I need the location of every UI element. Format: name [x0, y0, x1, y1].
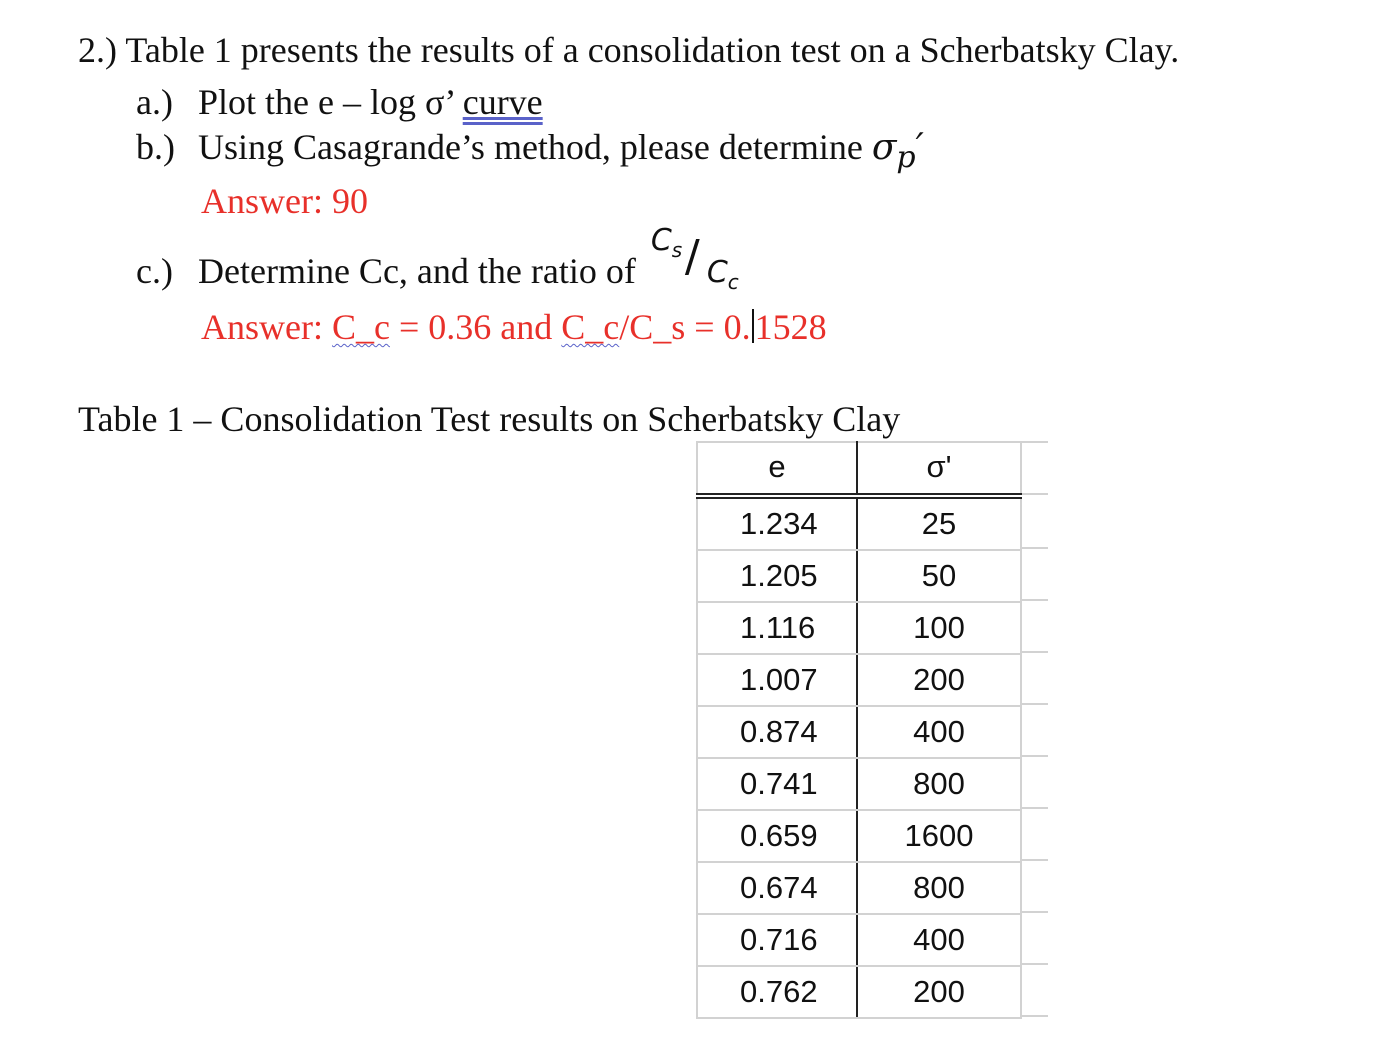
table-row — [696, 707, 1022, 759]
header-e: e — [696, 441, 858, 493]
part-b-answer: Answer: 90 — [201, 181, 368, 221]
table-row — [696, 551, 1022, 603]
table-rule-ext — [1022, 755, 1048, 757]
part-a — [136, 82, 543, 122]
question-number: 2.) — [78, 30, 117, 70]
cell-sigma: 25 — [858, 499, 1022, 549]
table-rule-ext — [1022, 963, 1048, 965]
part-b-text: Using Casagrande’s method, please determine — [198, 127, 872, 167]
cell-sigma: 800 — [858, 863, 1022, 913]
table-rule-ext — [1022, 547, 1048, 549]
cell-sigma: 50 — [858, 551, 1022, 601]
cell-e: 1.205 — [696, 551, 858, 601]
part-c-text: Determine Cc, and the ratio of — [198, 251, 645, 291]
cell-sigma: 400 — [858, 707, 1022, 757]
part-c-marker: c.) — [136, 251, 173, 291]
table-rule-ext — [1022, 651, 1048, 653]
table-row — [696, 603, 1022, 655]
table-row — [696, 811, 1022, 863]
table-rule-ext — [1022, 807, 1048, 809]
cell-e: 0.674 — [696, 863, 858, 913]
table-rule-ext — [1022, 703, 1048, 705]
table-rule-ext — [1022, 911, 1048, 913]
answer-c-ratio-rest: /C_s = 0. — [619, 307, 751, 347]
consolidation-table — [696, 441, 1022, 1019]
answer-c-ratio-term: C_c — [561, 307, 620, 347]
table-rule-ext — [1022, 599, 1048, 601]
cell-e: 1.007 — [696, 655, 858, 705]
cell-e: 1.234 — [696, 499, 858, 549]
answer-c-cc-term: C_c — [331, 307, 390, 347]
sigma-p-symbol: $\sigma_p'$ — [871, 127, 924, 176]
cell-e: 0.716 — [696, 915, 858, 965]
question-title — [78, 30, 1179, 70]
cell-e: 0.659 — [696, 811, 858, 861]
part-c-answer — [201, 307, 827, 347]
cell-sigma: 200 — [858, 655, 1022, 705]
cell-sigma: 100 — [858, 603, 1022, 653]
part-a-underlined-word: curve — [462, 82, 543, 122]
answer-c-ratio-value: 1528 — [754, 307, 827, 347]
answer-c-label: Answer: — [201, 307, 332, 347]
table-row — [696, 967, 1022, 1019]
table-row — [696, 915, 1022, 967]
cell-sigma: 400 — [858, 915, 1022, 965]
fraction-denominator: $C_c$ — [706, 255, 739, 294]
answer-c-middle: = 0.36 and — [389, 307, 562, 347]
table-header-row — [696, 441, 1022, 499]
table-row — [696, 499, 1022, 551]
fraction-slash: / — [684, 231, 700, 282]
part-a-marker: a.) — [136, 82, 173, 122]
cell-e: 0.741 — [696, 759, 858, 809]
cell-sigma: 800 — [858, 759, 1022, 809]
table-rule-ext — [1022, 859, 1048, 861]
table-rule-ext — [1022, 493, 1048, 495]
cell-e: 0.874 — [696, 707, 858, 757]
question-text: Table 1 presents the results of a consolidation test on a Scherbatsky Clay. — [125, 30, 1180, 70]
table-row — [696, 759, 1022, 811]
fraction-numerator: $C_s$ — [650, 223, 683, 262]
text-cursor — [752, 309, 754, 343]
cell-sigma: 1600 — [858, 811, 1022, 861]
cs-over-cc-fraction — [645, 223, 755, 294]
table-row — [696, 655, 1022, 707]
table-row — [696, 863, 1022, 915]
table-rule-ext — [1022, 1015, 1048, 1017]
table-caption: Table 1 – Consolidation Test results on Scherbatsky Clay — [78, 399, 901, 439]
cell-e: 0.762 — [696, 967, 858, 1017]
cell-e: 1.116 — [696, 603, 858, 653]
cell-sigma: 200 — [858, 967, 1022, 1017]
part-b-marker: b.) — [136, 127, 175, 167]
header-sigma: σ' — [858, 441, 1022, 493]
part-b — [136, 127, 924, 178]
part-a-text: Plot the e – log σ’ — [198, 82, 463, 122]
part-c — [136, 223, 755, 294]
